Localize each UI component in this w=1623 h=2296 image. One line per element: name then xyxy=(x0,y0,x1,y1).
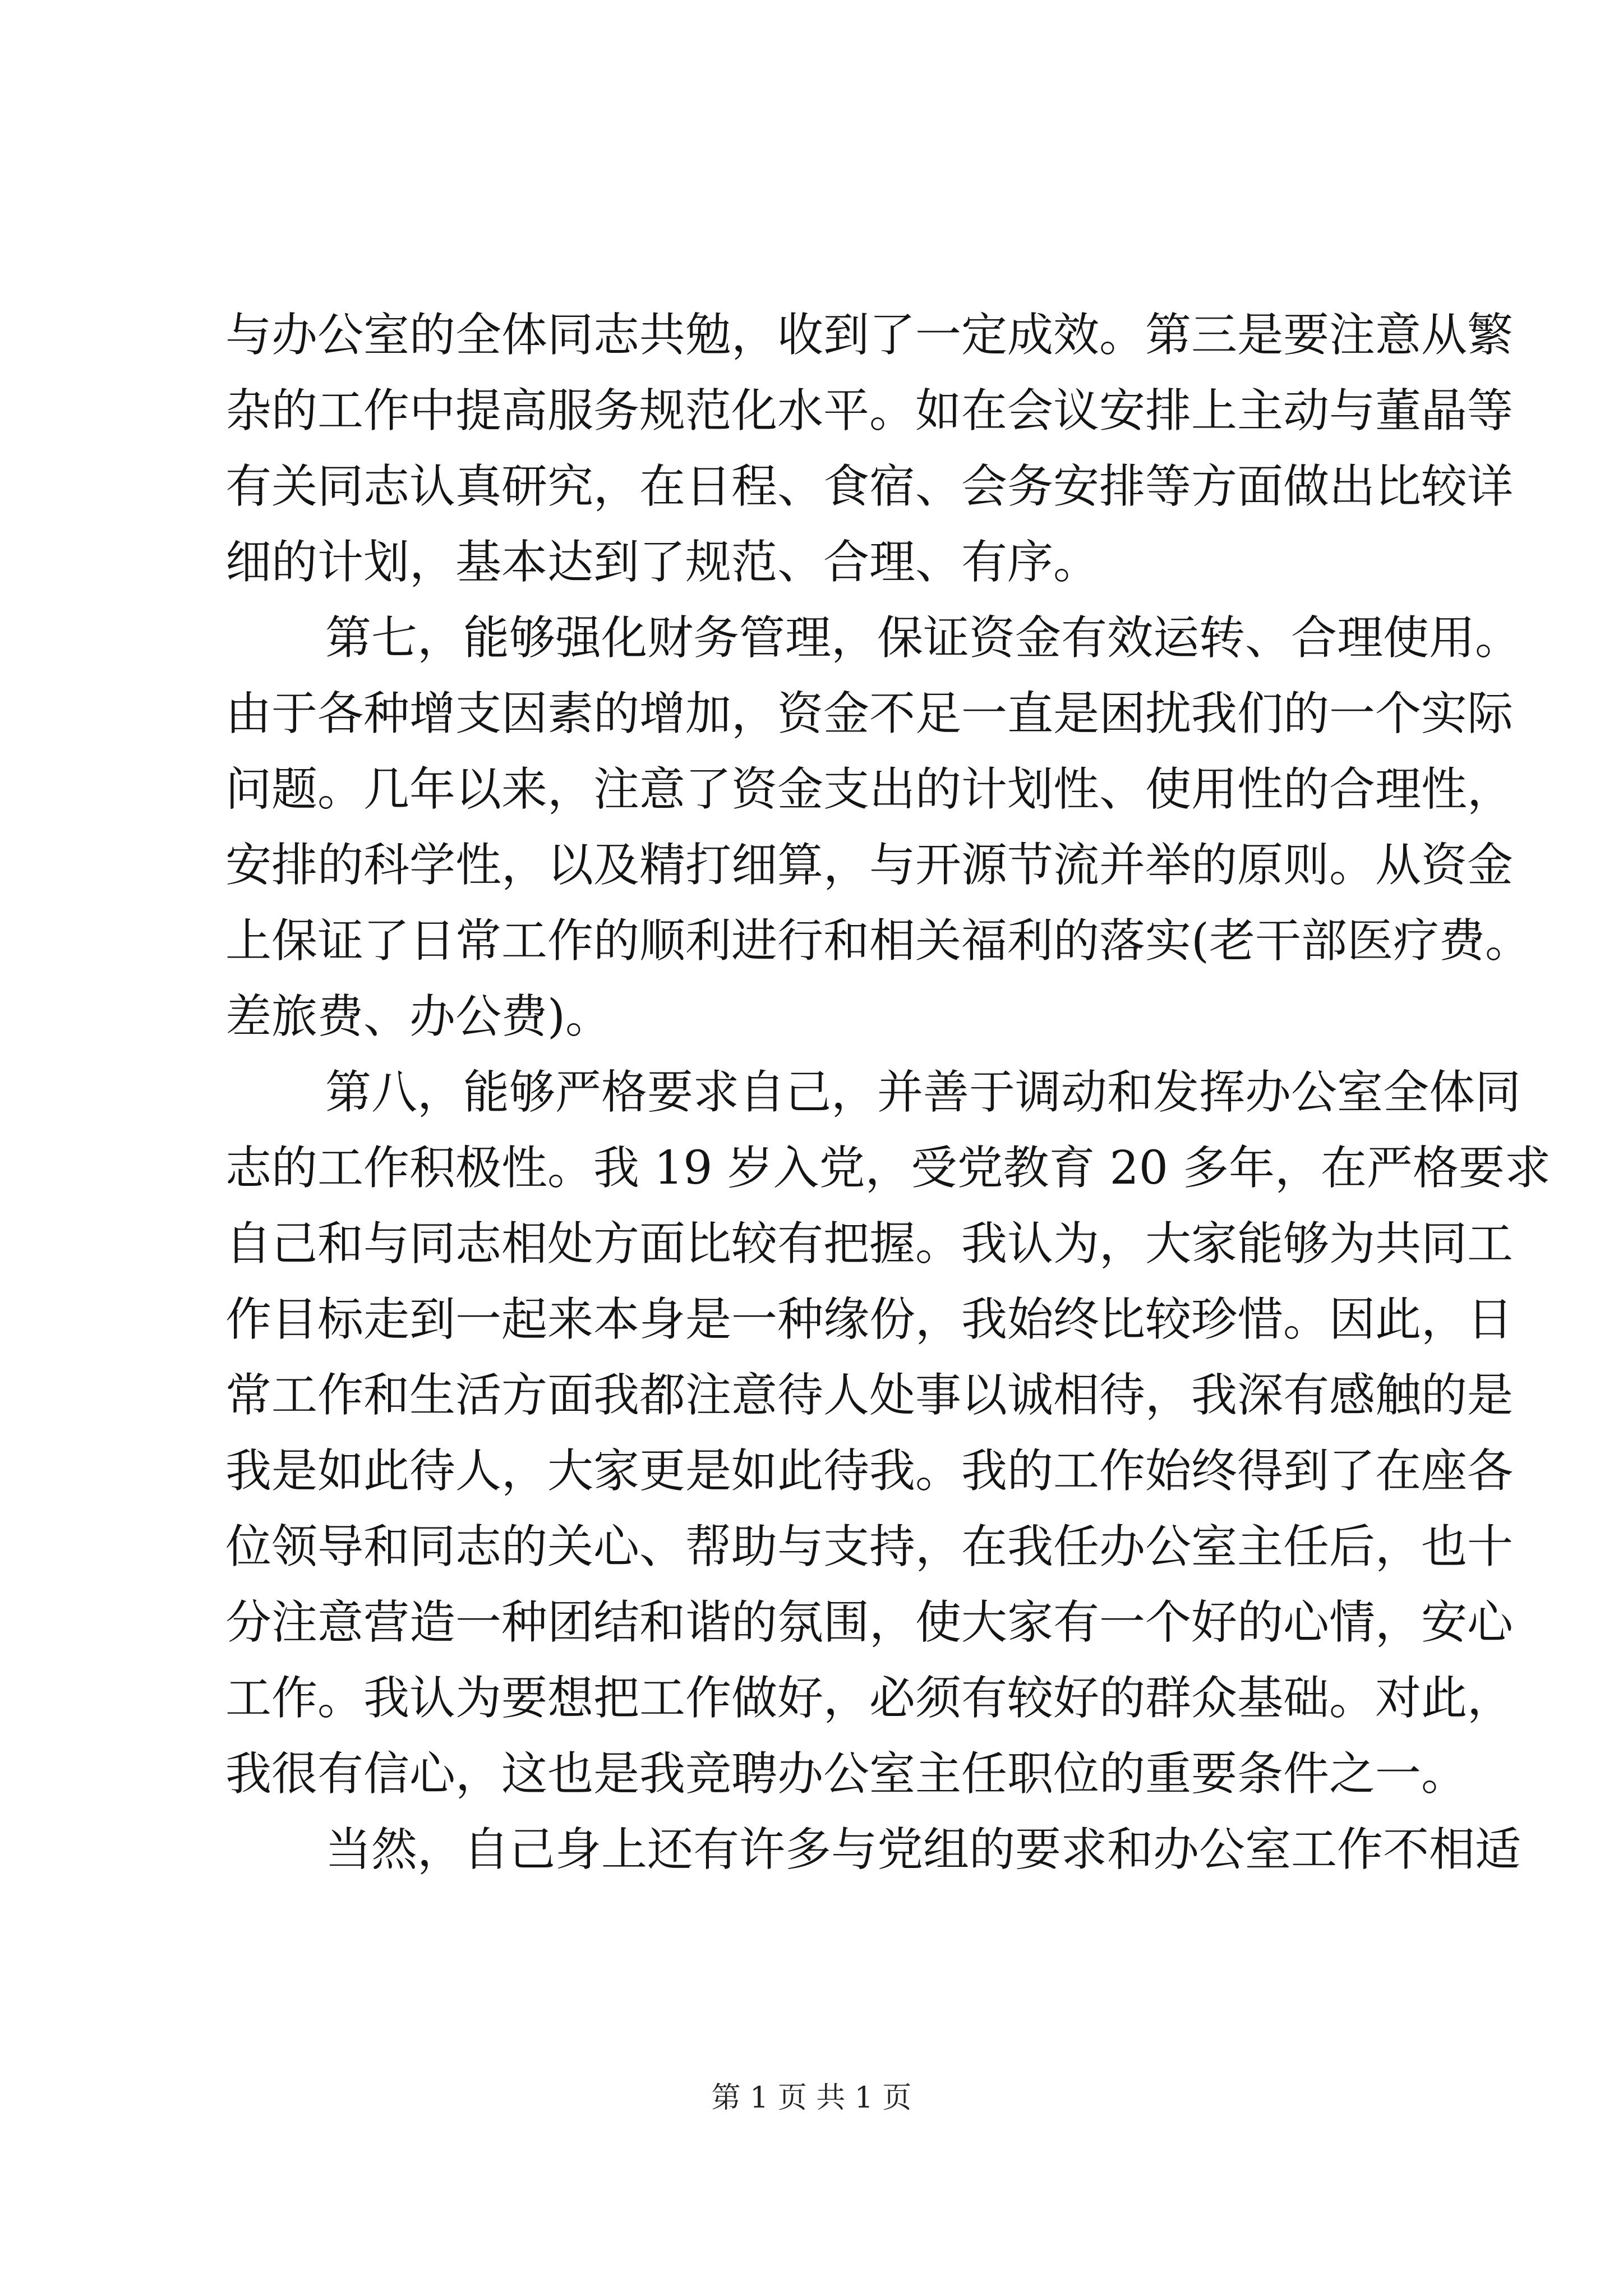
page-footer: 第 1 页 共 1 页 xyxy=(711,2081,912,2115)
text-line: 位领导和同志的关心、帮助与支持，在我任办公室主任后，也十 xyxy=(225,1520,1514,1573)
text-line: 问题。几年以来，注意了资金支出的计划性、使用性的合理性， xyxy=(225,763,1514,816)
text-line: 当然，自己身上还有许多与党组的要求和办公室工作不相适 xyxy=(325,1823,1521,1876)
text-line: 杂的工作中提高服务规范化水平。如在会议安排上主动与董晶等 xyxy=(225,384,1514,438)
text-line: 常工作和生活方面我都注意待人处事以诚相待，我深有感触的是 xyxy=(225,1369,1514,1422)
text-line: 由于各种增支因素的增加，资金不足一直是困扰我们的一个实际 xyxy=(225,687,1514,740)
text-line: 第八，能够严格要求自己，并善于调动和发挥办公室全体同 xyxy=(325,1066,1521,1119)
text-line: 作目标走到一起来本身是一种缘份，我始终比较珍惜。因此，日 xyxy=(225,1293,1514,1346)
text-line: 自己和与同志相处方面比较有把握。我认为，大家能够为共同工 xyxy=(225,1217,1514,1271)
text-line: 有关同志认真研究，在日程、食宿、会务安排等方面做出比较详 xyxy=(225,460,1514,513)
text-line: 分注意营造一种团结和谐的氛围，使大家有一个好的心情，安心 xyxy=(225,1596,1514,1649)
text-line: 与办公室的全体同志共勉，收到了一定成效。第三是要注意从繁 xyxy=(225,309,1514,362)
text-line: 我很有信心，这也是我竞聘办公室主任职位的重要条件之一。 xyxy=(225,1747,1468,1801)
text-line: 上保证了日常工作的顺利进行和相关福利的落实(老干部医疗费。 xyxy=(225,914,1531,968)
paragraph-3 xyxy=(225,1055,1551,1812)
text-line: 细的计划，基本达到了规范、合理、有序。 xyxy=(225,536,1100,589)
paragraph-2 xyxy=(225,600,1531,1055)
text-line: 安排的科学性，以及精打细算，与开源节流并举的原则。从资金 xyxy=(225,839,1514,892)
document-body xyxy=(225,297,1551,1888)
paragraph-1 xyxy=(225,297,1514,600)
paragraph-4 xyxy=(225,1812,1521,1888)
text-line: 志的工作积极性。我 19 岁入党，受党教育 20 多年，在严格要求 xyxy=(225,1142,1551,1195)
text-line: 差旅费、办公费)。 xyxy=(225,990,611,1043)
text-line: 第七，能够强化财务管理，保证资金有效运转、合理使用。 xyxy=(325,611,1521,665)
text-line: 工作。我认为要想把工作做好，必须有较好的群众基础。对此， xyxy=(225,1672,1514,1725)
text-line: 我是如此待人，大家更是如此待我。我的工作始终得到了在座各 xyxy=(225,1444,1514,1498)
